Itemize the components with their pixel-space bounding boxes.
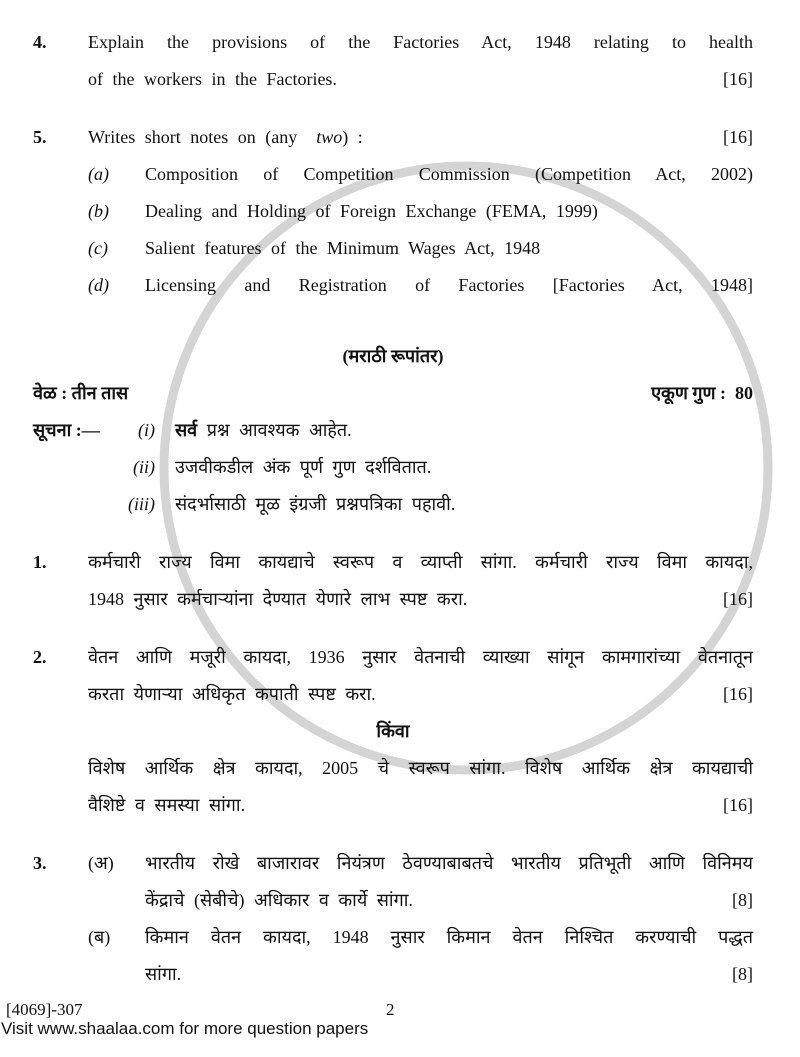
mq2-line1: वेतन आणि मजूरी कायदा, 1936 नुसार वेतनाची व्याख्या सांगून कामगारांच्या वेतनातून [88, 647, 753, 667]
marathi-question-1 [33, 544, 753, 618]
visit-link[interactable]: Visit www.shaalaa.com for more question papers [1, 1019, 369, 1038]
mq3b-marks: [8] [732, 964, 753, 984]
mq2-marks: [16] [723, 684, 753, 704]
instruction-label: (iii) [128, 494, 155, 514]
mq3a-line1: भारतीय रोखे बाजारावर नियंत्रण ठेवण्याबाबतचे भारतीय प्रतिभूती आणि विनिमय [145, 853, 753, 873]
q5-intro-emphasis: two [316, 127, 343, 147]
mq3b-label: (ब) [88, 927, 111, 947]
q4-line1: Explain the provisions of the Factories Act, 1948 relating to health [88, 32, 753, 52]
mq2-alt-line1: विशेष आर्थिक क्षेत्र कायदा, 2005 चे स्वरूप सांगा. विशेष आर्थिक क्षेत्र कायद्याची [88, 758, 753, 778]
mq3a-label: (अ) [88, 853, 114, 873]
marathi-question-2 [33, 639, 753, 824]
mq1-line2: 1948 नुसार कर्मचाऱ्यांना देण्यात येणारे लाभ स्पष्ट करा. [88, 589, 468, 609]
mq3a-line2: केंद्राचे (सेबीचे) अधिकार व कार्ये सांगा. [145, 890, 413, 910]
mq2-line2: करता येणाऱ्या अधिकृत कपाती स्पष्ट करा. [88, 684, 376, 704]
q5-item-label: (d) [88, 275, 109, 295]
mq3a-marks: [8] [732, 890, 753, 910]
instruction-rest: प्रश्न आवश्यक आहेत. [206, 420, 352, 440]
question-4 [33, 24, 753, 98]
instructions-label: सूचना :— [33, 420, 100, 440]
q5-item-label: (b) [88, 201, 109, 221]
paper-code: [4069]-307 [6, 1000, 83, 1019]
time-label: वेळ : तीन तास [33, 383, 129, 403]
question-5 [33, 119, 753, 304]
q5-item-label: (a) [88, 164, 109, 184]
marathi-heading: (मराठी रूपांतर) [342, 346, 444, 366]
instruction-text: उजवीकडील अंक पूर्ण गुण दर्शवितात. [175, 457, 432, 477]
q5-item-text: Dealing and Holding of Foreign Exchange (FEMA, 1999) [145, 201, 598, 221]
instruction-text [175, 412, 753, 449]
mq2-alt-marks: [16] [723, 795, 753, 815]
q5-number: 5. [33, 127, 47, 147]
mq2-number: 2. [33, 647, 47, 667]
q5-intro-end: ) : [342, 127, 363, 147]
or-label: किंवा [376, 721, 410, 741]
instruction-label: (i) [138, 420, 155, 440]
q5-intro [88, 119, 753, 156]
marathi-question-3 [33, 845, 753, 993]
total-marks: एकूण गुण : 80 [651, 383, 753, 403]
q5-item-text: Licensing and Registration of Factories [Factories Act, 1948] [145, 275, 753, 295]
q5-marks: [16] [723, 127, 753, 147]
mq3b-line2: सांगा. [145, 964, 182, 984]
mq3-number: 3. [33, 853, 47, 873]
question-paper-body [33, 24, 753, 993]
q5-item-text: Composition of Competition Commission (Competition Act, 2002) [145, 164, 753, 184]
q5-intro-text: Writes short notes on (any [88, 127, 298, 147]
mq1-marks: [16] [723, 589, 753, 609]
instruction-bold: सर्व [175, 420, 198, 440]
q5-item-label: (c) [88, 238, 108, 258]
instruction-text: संदर्भासाठी मूळ इंग्रजी प्रश्नपत्रिका पहावी. [175, 494, 456, 514]
q4-number: 4. [33, 32, 47, 52]
page-number: 2 [386, 1000, 395, 1019]
q5-item-text: Salient features of the Minimum Wages Act, 1948 [145, 238, 541, 258]
mq1-number: 1. [33, 552, 47, 572]
instruction-label: (ii) [133, 457, 155, 477]
mq2-alt-line2: वैशिष्टे व समस्या सांगा. [88, 795, 246, 815]
mq3b-line1: किमान वेतन कायदा, 1948 नुसार किमान वेतन निश्चित करण्याची पद्धत [145, 927, 753, 947]
q4-line2: of the workers in the Factories. [88, 69, 337, 89]
q4-marks: [16] [723, 69, 753, 89]
mq1-line1: कर्मचारी राज्य विमा कायद्याचे स्वरूप व व्याप्ती सांगा. कर्मचारी राज्य विमा कायदा, [88, 552, 753, 572]
